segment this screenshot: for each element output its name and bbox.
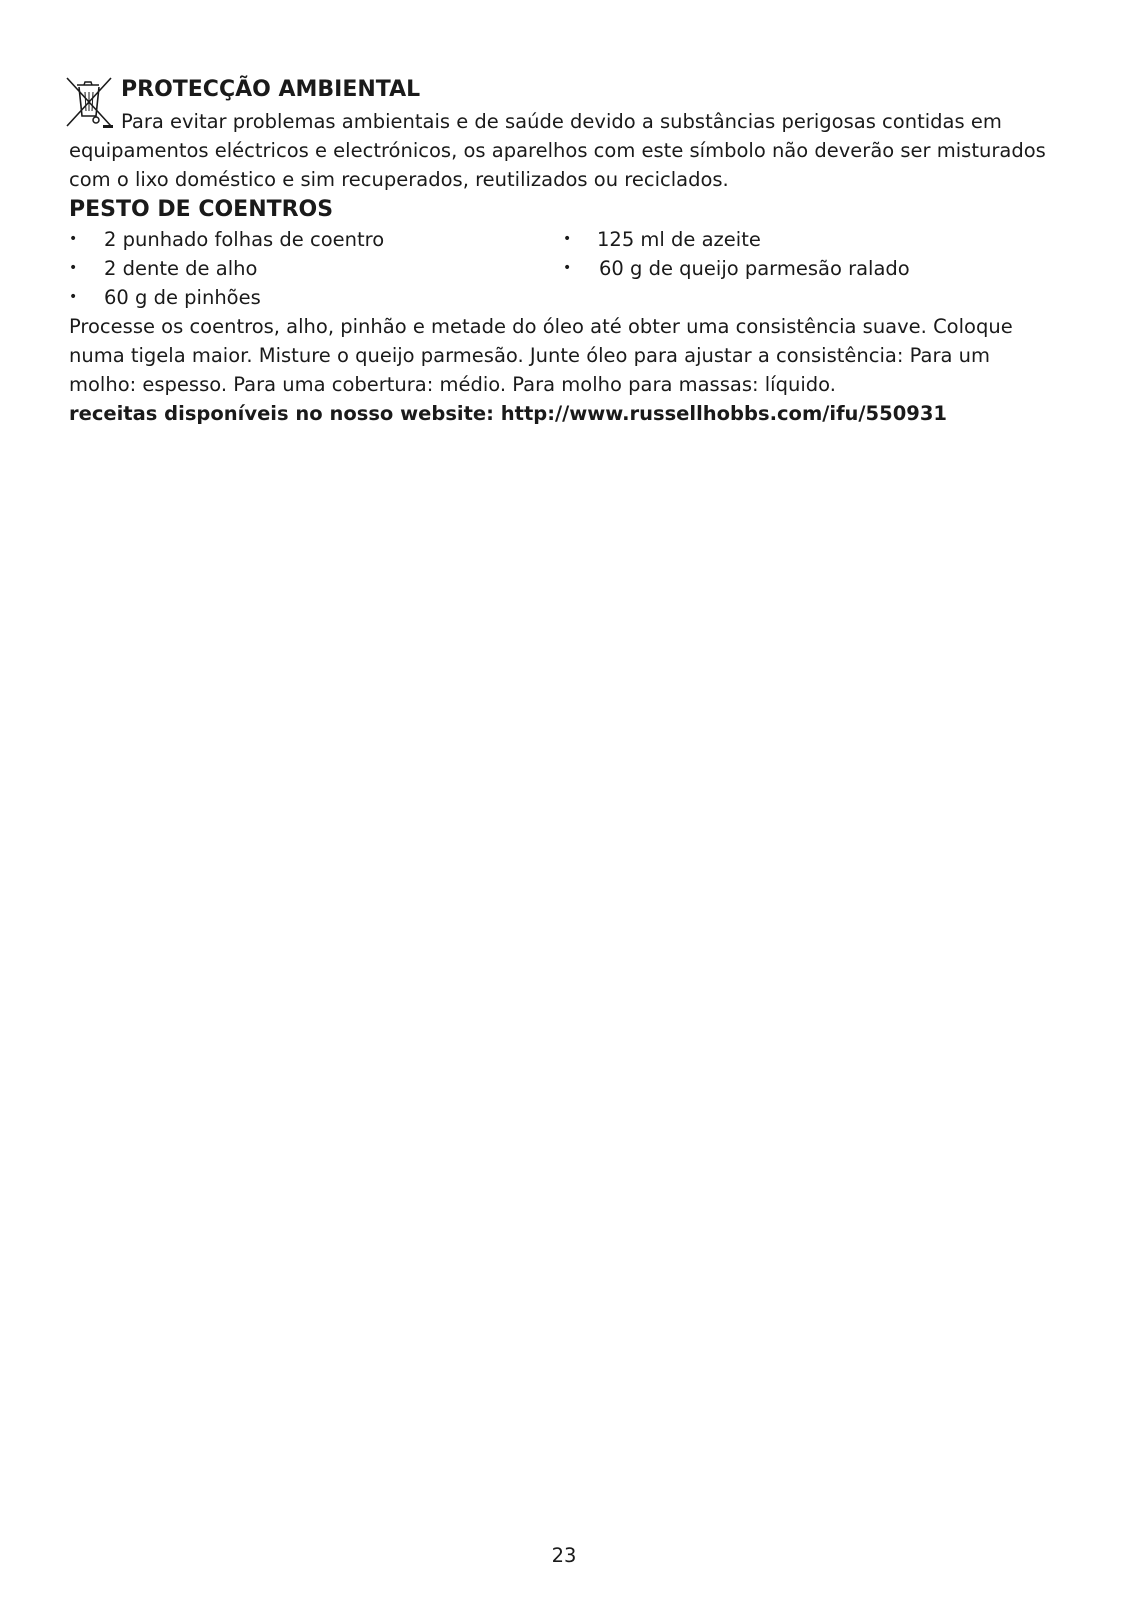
environment-heading: PROTECÇÃO AMBIENTAL — [121, 77, 421, 102]
recipe-heading: PESTO DE COENTROS — [69, 197, 334, 222]
crossed-out-wheelie-bin-icon — [63, 76, 115, 132]
ingredient-text: 125 ml de azeite — [597, 228, 761, 251]
bullet: • — [69, 231, 78, 247]
ingredient-text: 60 g de pinhões — [104, 286, 261, 309]
recipe-method: Processe os coentros, alho, pinhão e metade do óleo até obter uma consistência suave. Coloque numa tigela maior. Misture o queijo parmesão. Junte óleo para ajustar a consistência: Para um molho: espesso. Para uma cobertura: médio. Para molho para massas: líquido. — [69, 315, 1013, 396]
bullet: • — [69, 260, 78, 276]
environment-header — [69, 74, 1059, 107]
bullet: • — [69, 289, 78, 305]
ingredient-text: 2 punhado folhas de coentro — [104, 228, 385, 251]
bullet: • — [563, 260, 572, 276]
website-note: receitas disponíveis no nosso website: http://www.russellhobbs.com/ifu/550931 — [69, 402, 947, 425]
document-page — [69, 74, 1059, 428]
ingredient-text: 60 g de queijo parmesão ralado — [599, 257, 910, 280]
ingredient-list — [69, 225, 1059, 312]
environment-paragraph: Para evitar problemas ambientais e de saúde devido a substâncias perigosas contidas em equipamentos eléctricos e electrónicos, os aparelhos com este símbolo não deverão ser misturados com o lixo doméstico e sim recuperados, reutilizados ou reciclados. — [69, 110, 1046, 191]
page-number: 23 — [551, 1544, 577, 1567]
ingredient-text: 2 dente de alho — [104, 257, 258, 280]
bullet: • — [563, 231, 572, 247]
